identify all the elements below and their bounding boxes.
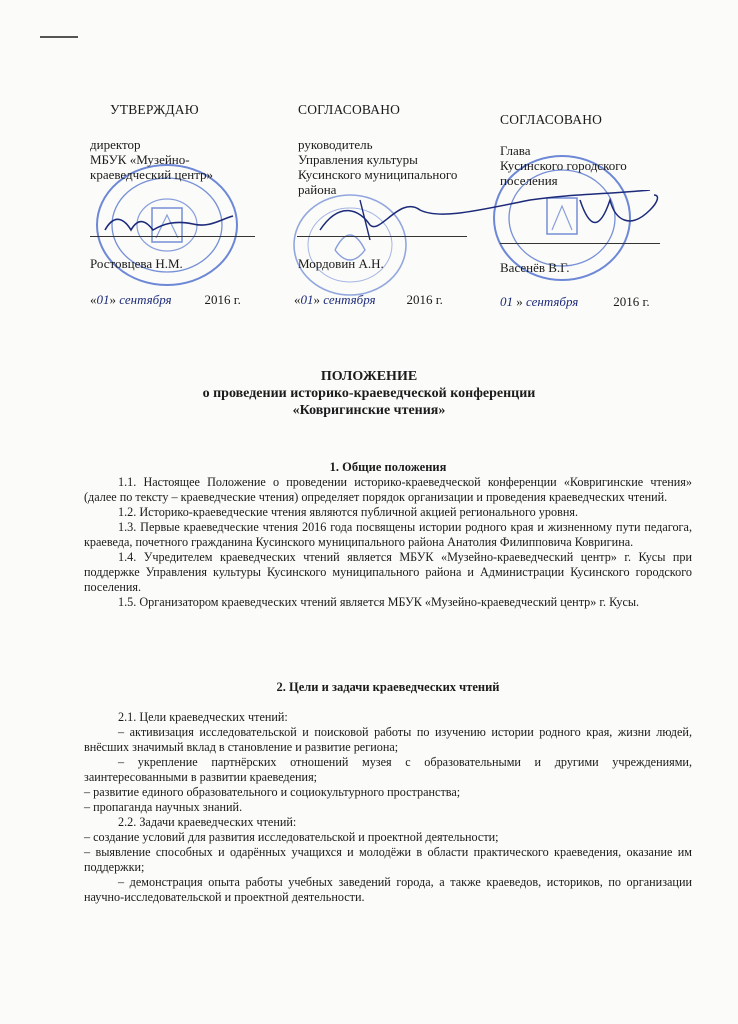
approval-position: Глава Кусинского городского поселения xyxy=(500,143,627,188)
signature-line-2 xyxy=(297,236,467,237)
section-heading: 1. Общие положения xyxy=(329,460,447,474)
task-item: – демонстрация опыта работы учебных заведений города, а также краеведов, историков, по организации научно-исследовательской и проектной деятельности. xyxy=(84,875,692,904)
approval-heading: СОГЛАСОВАНО xyxy=(298,102,401,117)
approval-date: 01 » сентября 2016 г. xyxy=(500,294,650,309)
paragraph-1-4: 1.4. Учредителем краеведческих чтений является МБУК «Музейно-краеведческий центр» г. Кусы при поддержке Управления культуры Кусинского муниципального района и Администрации Кусинского городского поселения. xyxy=(84,550,692,594)
approval-position: директор МБУК «Музейно- краеведческий центр» xyxy=(90,137,214,182)
approver-name: Ростовцева Н.М. xyxy=(90,256,183,271)
tasks-title: 2.2. Задачи краеведческих чтений: xyxy=(118,815,297,829)
approval-heading: СОГЛАСОВАНО xyxy=(500,112,603,127)
approval-date: «01» сентября 2016 г. xyxy=(294,292,443,307)
scan-corner-mark xyxy=(40,36,78,38)
approval-block-director xyxy=(90,102,290,182)
task-item: – выявление способных и одарённых учащихся и молодёжи в области практического краеведения, оказание им поддержки; xyxy=(84,845,692,874)
goal-item: – развитие единого образовательного и социокультурного пространства; xyxy=(84,785,461,799)
approval-position: руководитель Управления культуры Кусинского муниципального района xyxy=(298,137,458,197)
section-general-provisions xyxy=(84,460,692,610)
signature-vasenev xyxy=(560,180,670,250)
title-line-2: о проведении историко-краеведческой конференции xyxy=(202,386,536,401)
goal-item: – укрепление партнёрских отношений музея с образовательными и другими учреждениями, заинтересованными в развитии краеведения; xyxy=(84,755,692,784)
title-line-3: «Ковригинские чтения» xyxy=(292,403,446,418)
paragraph-1-2: 1.2. Историко-краеведческие чтения являются публичной акцией регионального уровня. xyxy=(118,505,578,519)
document-title xyxy=(0,368,738,419)
goals-title: 2.1. Цели краеведческих чтений: xyxy=(118,710,288,724)
approver-name: Васенёв В.Г. xyxy=(500,260,570,275)
title-line-1: ПОЛОЖЕНИЕ xyxy=(320,369,418,384)
goal-item: – пропаганда научных знаний. xyxy=(84,800,243,814)
approval-block-culture xyxy=(298,102,498,197)
approval-date: «01» сентября 2016 г. xyxy=(90,292,241,307)
section-goals-and-tasks xyxy=(84,680,692,905)
paragraph-1-5: 1.5. Организатором краеведческих чтений является МБУК «Музейно-краеведческий центр» г. Кусы. xyxy=(118,595,640,609)
signature-rostovtseva xyxy=(95,200,245,250)
paragraph-1-3: 1.3. Первые краеведческие чтения 2016 года посвящены истории родного края и жизненному пути педагога, краеведа, почетного гражданина Кусинского муниципального района Анатолия Филипповича Ковригина. xyxy=(84,520,692,549)
goal-item: – активизация исследовательской и поисковой работы по изучению истории родного края, жизни людей, внёсших значимый вклад в становление и развитие региона; xyxy=(84,725,692,754)
signature-line-3 xyxy=(500,243,660,244)
section-heading: 2. Цели и задачи краеведческих чтений xyxy=(276,680,500,694)
paragraph-1-1: 1.1. Настоящее Положение о проведении историко-краеведческой конференции «Ковригинские чтения» (далее по тексту – краеведческие чтения) определяет порядок организации и проведения краеведческих чтений. xyxy=(84,475,692,504)
task-item: – создание условий для развития исследовательской и проектной деятельности; xyxy=(84,830,499,844)
approver-name: Мордовин А.Н. xyxy=(298,256,384,271)
approval-block-town-head xyxy=(500,112,700,188)
signature-line-1 xyxy=(90,236,255,237)
approval-heading: УТВЕРЖДАЮ xyxy=(110,102,199,117)
